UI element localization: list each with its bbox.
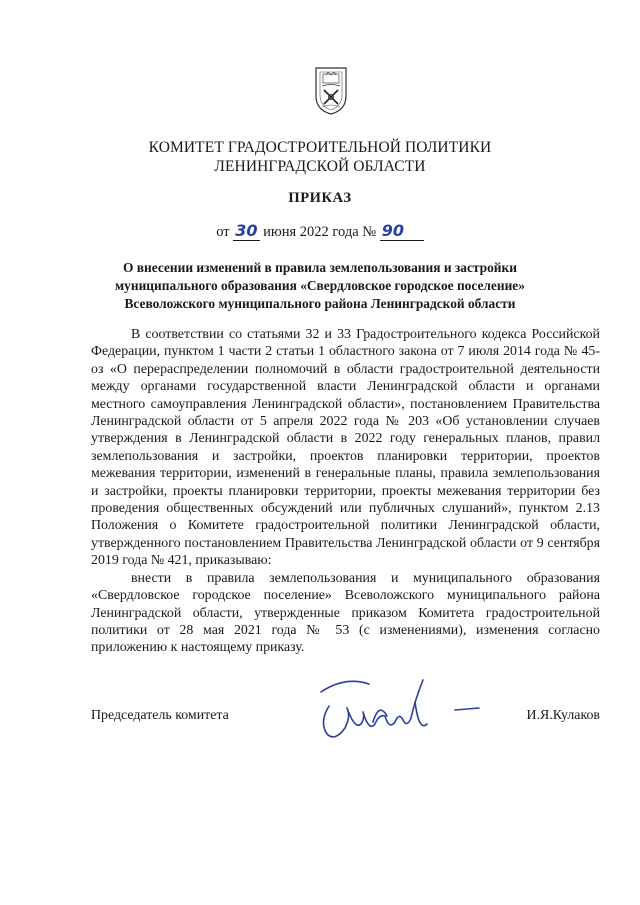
subject-line-3: Всеволожского муниципального района Ленинградской области — [124, 296, 516, 311]
body-paragraph-1: В соответствии со статьями 32 и 33 Градостроительного кодекса Российской Федерации, пунктом 1 части 2 статьи 1 областного закона от 7 июля 2014 года № 45-оз «О перераспределении полномочий в области градостроительной деятельности между органами государственной власти Ленинградской области и органами местного самоуправления Ленинградской области», постановлением Правительства Ленинградской области от 5 апреля 2022 года № 203 «Об установлении случаев утверждения в Ленинградской области в 2022 году генеральных планов, правил землепользования и застройки, проектов планировки территории, проектов межевания территории, изменений в генеральные планы, правила землепользования и застройки, проекты планировки территории, проекты межевания территории без проведения общественных обсуждений или публичных слушаний», пунктом 2.13 Положения о Комитете градостроительной политики Ленинградской области, утвержденного постановлением Правительства Ленинградской области от 9 сентября 2019 года № 421, приказываю: — [91, 327, 600, 569]
date-month-year: июня 2022 года № — [263, 224, 377, 240]
document-type-title: ПРИКАЗ — [288, 190, 352, 206]
handwritten-signature-icon — [315, 672, 485, 752]
order-subject — [0, 259, 640, 313]
order-number-field — [380, 223, 424, 241]
signatory-name: И.Я.Кулаков — [526, 708, 600, 723]
coat-of-arms-icon — [314, 66, 348, 116]
signatory-title: Председатель комитета — [91, 708, 229, 723]
body-paragraph-2: внести в правила землепользования и муниципального образования «Свердловское городское поселение» Всеволожского муниципального района Ленинградской области, утвержденные приказом Комитета градостроительной политики от 28 мая 2021 года № 53 (с изменениями), изменения согласно приложению к настоящему приказу. — [91, 570, 600, 656]
order-body — [91, 326, 600, 657]
subject-line-2: муниципального образования «Свердловское городское поселение» — [115, 278, 525, 293]
issuing-organization — [0, 138, 640, 176]
date-day: 30 — [235, 221, 258, 240]
subject-line-1: О внесении изменений в правила землепользования и застройки — [123, 260, 517, 275]
order-number: 90 — [381, 221, 405, 240]
date-day-field — [233, 223, 259, 241]
date-prefix: от — [216, 224, 230, 240]
org-line-1: КОМИТЕТ ГРАДОСТРОИТЕЛЬНОЙ ПОЛИТИКИ — [148, 139, 492, 156]
date-line — [0, 223, 640, 241]
org-line-2: ЛЕНИНГРАДСКОЙ ОБЛАСТИ — [214, 158, 426, 175]
